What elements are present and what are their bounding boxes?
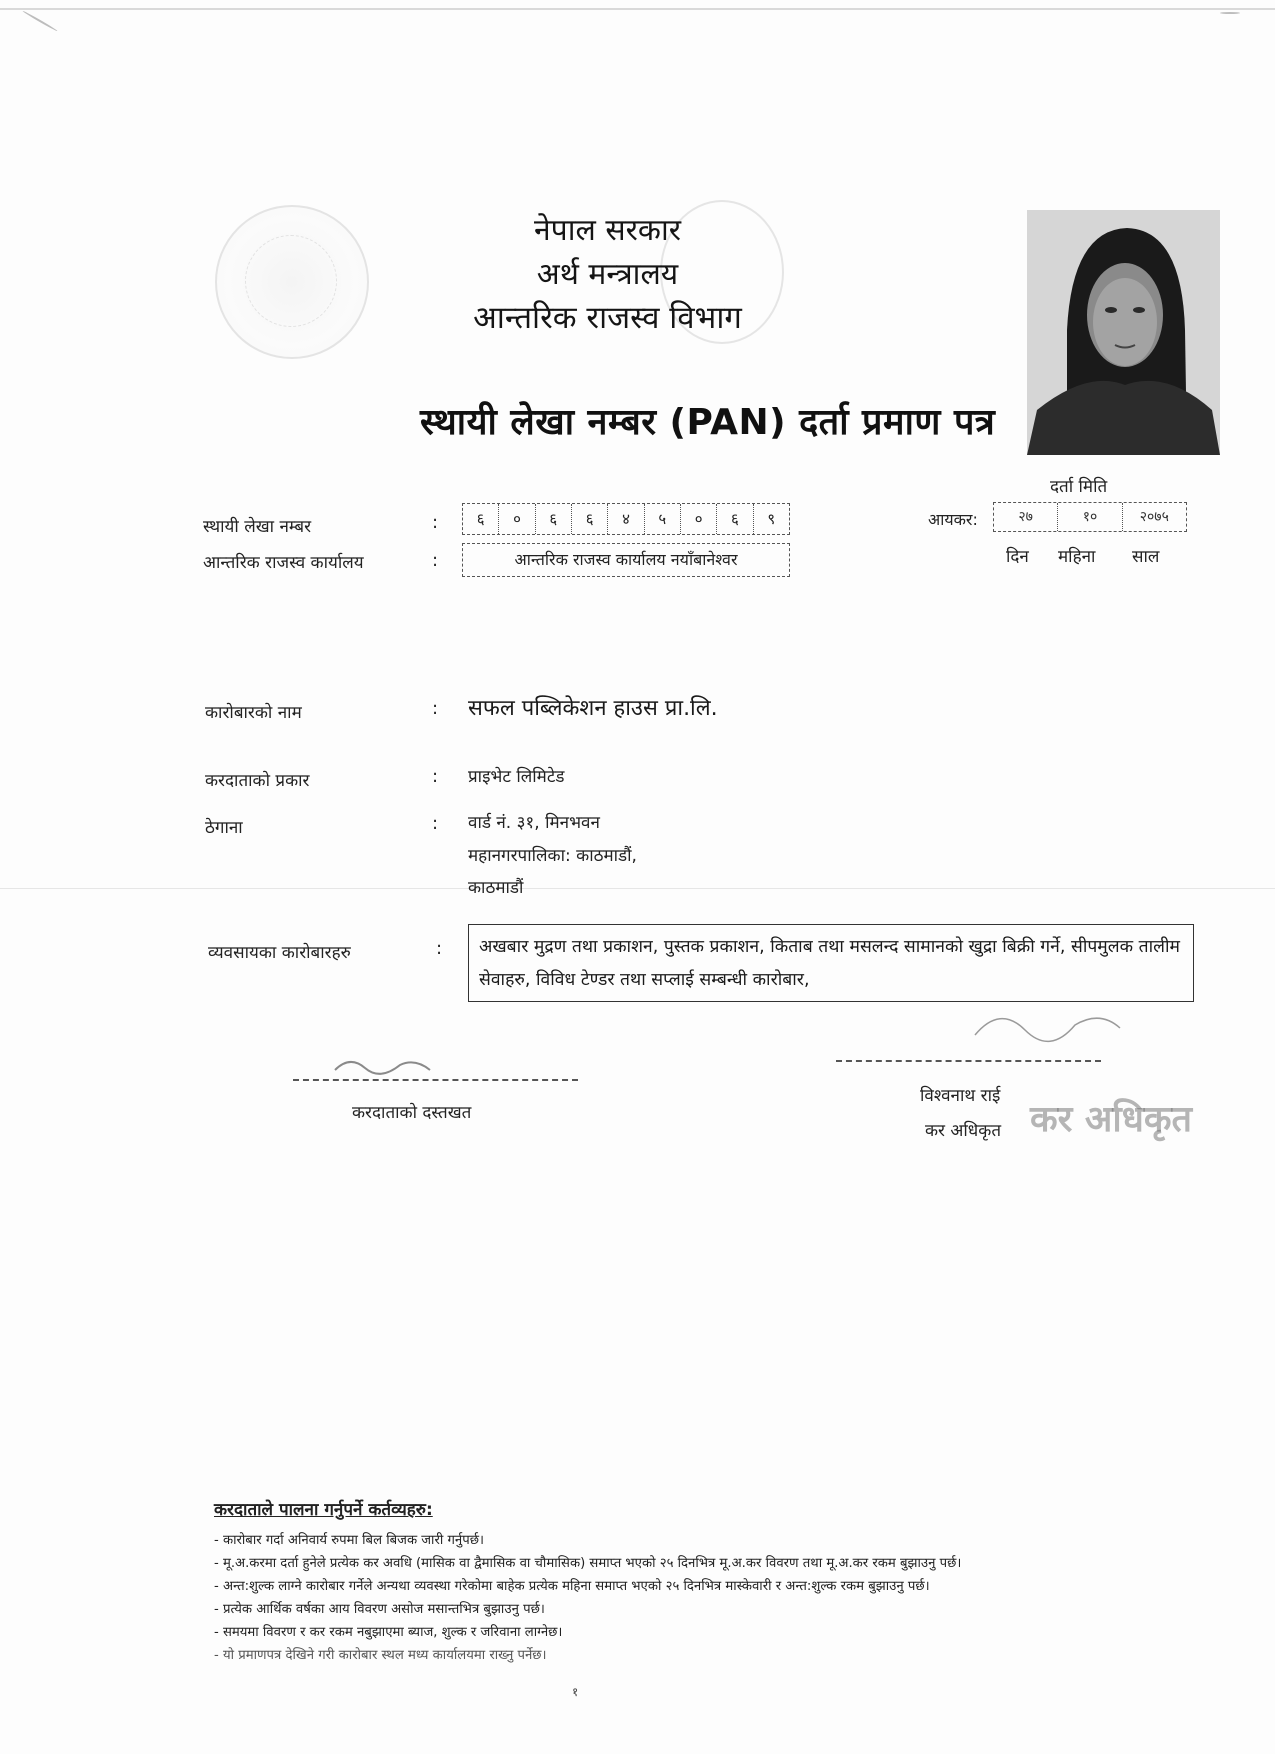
date-caption-month: महिना	[1058, 547, 1096, 567]
duty-item: - कारोबार गर्दा अनिवार्य रुपमा बिल बिजक जारी गर्नुपर्छ।	[214, 1533, 484, 1548]
colon: :	[432, 813, 439, 834]
officer-signature-line	[836, 1060, 1101, 1062]
pan-digit: ९	[767, 510, 776, 528]
page-marker: १	[572, 1685, 579, 1699]
pan-digit: ६	[572, 504, 608, 534]
taxpayer-type-value: प्राइभेट लिमिटेड	[468, 767, 565, 787]
officer-name: विश्वनाथ राई	[920, 1086, 1001, 1106]
colon: :	[432, 512, 439, 533]
address-label: ठेगाना	[205, 818, 243, 838]
activities-value: अखबार मुद्रण तथा प्रकाशन, पुस्तक प्रकाशन, किताब तथा मसलन्द सामानको खुद्रा बिक्री गर्ने, सीपमुलक तालीम सेवाहरु, विविध टेण्डर तथा सप्लाई सम्बन्धी कारोबार,	[468, 924, 1194, 1002]
taxpayer-signature-label: करदाताको दस्तखत	[352, 1103, 472, 1123]
header-government: नेपाल सरकार	[534, 213, 681, 248]
business-name-value: सफल पब्लिकेशन हाउस प्रा.लि.	[468, 696, 718, 721]
pan-digit: ६	[463, 504, 499, 534]
pan-label: स्थायी लेखा नम्बर	[203, 517, 312, 537]
registration-date-box	[993, 502, 1187, 532]
duty-item: - मू.अ.करमा दर्ता हुनेले प्रत्येक कर अवधि (मासिक वा द्वैमासिक वा चौमासिक) समाप्त भएको २५ दिनभित्र मू.अ.कर विवरण तथा मू.अ.कर रकम बुझाउनु पर्छ।	[214, 1556, 962, 1571]
header-department: आन्तरिक राजस्व विभाग	[473, 300, 742, 336]
pan-digit: ६	[717, 504, 753, 534]
officer-stamp: कर अधिकृत	[1030, 1099, 1193, 1140]
colon: :	[432, 698, 439, 719]
pan-digit: ५	[645, 504, 681, 534]
pan-digit: ०	[499, 504, 535, 534]
date-caption-day: दिन	[1006, 547, 1029, 567]
certificate-title: स्थायी लेखा नम्बर (PAN) दर्ता प्रमाण पत्र	[420, 402, 996, 443]
registration-type-label: आयकर:	[928, 510, 978, 529]
scan-mark	[22, 10, 58, 32]
date-caption-year: साल	[1132, 547, 1160, 567]
business-name-label: कारोबारको नाम	[205, 703, 302, 723]
office-value: आन्तरिक राजस्व कार्यालय नयाँबानेश्वर	[462, 543, 790, 577]
officer-signature	[970, 1000, 1130, 1050]
pan-digit: ४	[608, 504, 644, 534]
date-year: २०७५	[1139, 509, 1169, 525]
colon: :	[432, 550, 439, 571]
taxpayer-signature-line	[293, 1079, 578, 1081]
address-line-1: वार्ड नं. ३१, मिनभवन	[468, 813, 600, 833]
paper-fold-line	[0, 888, 1275, 889]
registration-date-title: दर्ता मिति	[1050, 477, 1108, 497]
officer-title: कर अधिकृत	[925, 1121, 1002, 1141]
office-label: आन्तरिक राजस्व कार्यालय	[203, 553, 364, 573]
scan-mark	[1220, 12, 1240, 14]
activities-label: व्यवसायका कारोबारहरु	[208, 943, 351, 963]
duty-item: - समयमा विवरण र कर रकम नबुझाएमा ब्याज, शुल्क र जरिवाना लाग्नेछ।	[214, 1625, 563, 1640]
colon: :	[432, 766, 439, 787]
pan-number-box	[462, 503, 790, 535]
taxpayer-photo	[1027, 210, 1220, 455]
duties-title: करदाताले पालना गर्नुपर्ने कर्तव्यहरु:	[214, 1500, 433, 1520]
date-day: २७	[994, 503, 1058, 531]
pan-digit: ६	[536, 504, 572, 534]
scan-edge	[0, 8, 1275, 10]
header-ministry: अर्थ मन्त्रालय	[536, 257, 679, 292]
duty-item: - यो प्रमाणपत्र देखिने गरी कारोबार स्थल मध्य कार्यालयमा राख्नु पर्नेछ।	[214, 1648, 547, 1663]
date-month: १०	[1058, 503, 1122, 531]
address-line-3: काठमाडौं	[468, 878, 524, 898]
taxpayer-type-label: करदाताको प्रकार	[205, 771, 310, 791]
colon: :	[436, 938, 443, 959]
address-line-2: महानगरपालिका: काठमाडौं,	[468, 846, 637, 866]
duty-item: - प्रत्येक आर्थिक वर्षका आय विवरण असोज मसान्तभित्र बुझाउनु पर्छ।	[214, 1602, 545, 1617]
duty-item: - अन्त:शुल्क लाग्ने कारोबार गर्नेले अन्यथा व्यवस्था गरेकोमा बाहेक प्रत्येक महिना समाप्त भएको २५ दिनभित्र मास्केवारी र अन्त:शुल्क रकम बुझाउनु पर्छ।	[214, 1579, 930, 1594]
pan-digit: ०	[681, 504, 717, 534]
